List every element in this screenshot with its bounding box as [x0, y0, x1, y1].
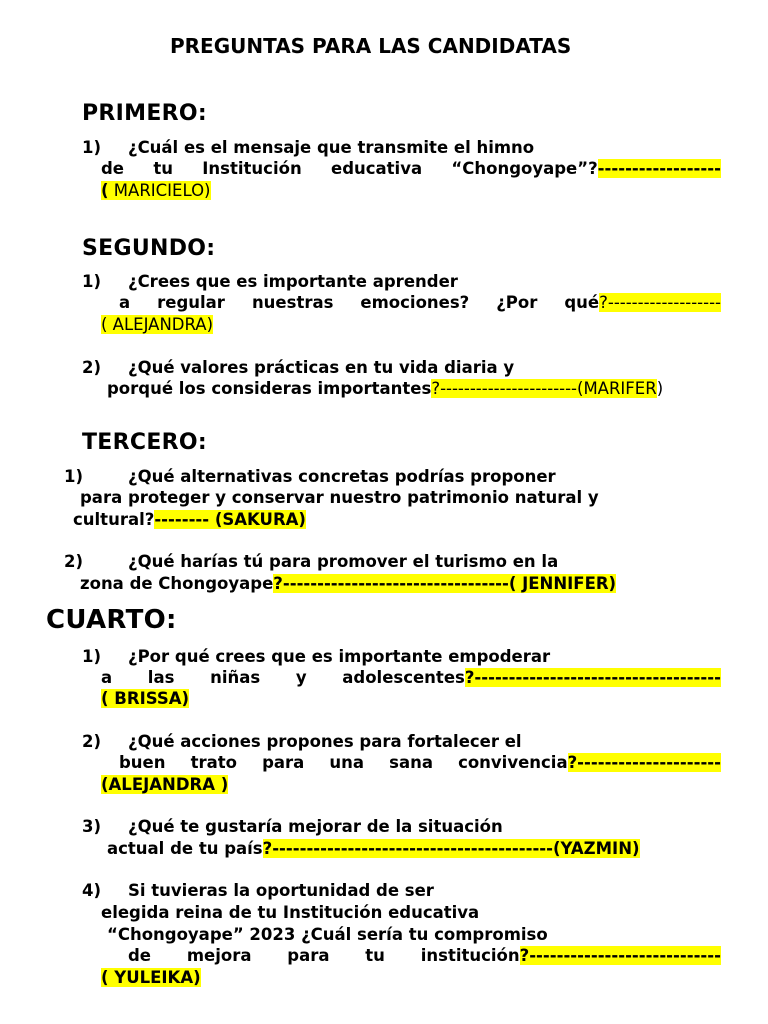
question-number: 4) — [82, 881, 102, 900]
question-line-justified: a las niñas y adolescentes?------------------------------------ — [101, 668, 721, 687]
question-number: 1) — [82, 138, 102, 157]
question-line-justified: a regular nuestras emociones? ¿Por qué?------------------- — [119, 293, 721, 312]
question-line: “Chongoyape” 2023 ¿Cuál sería tu compromiso — [107, 925, 548, 944]
answer-dashes: ?---------------------------- — [519, 946, 721, 965]
candidate-answer: -------- (SAKURA) — [154, 510, 306, 529]
question-line-justified: buen trato para una sana convivencia?--------------------- — [119, 753, 721, 772]
question-text: ¿Crees que es importante aprender — [128, 272, 458, 291]
question-text: ¿Qué te gustaría mejorar de la situación — [128, 817, 503, 836]
question-number: 3) — [82, 817, 102, 836]
candidate-answer: ?-----------------------(MARIFER — [431, 379, 657, 398]
question-number: 2) — [82, 732, 102, 751]
candidate-answer: ?---------------------------------( JENNIFER) — [273, 574, 617, 593]
section-heading-primero: PRIMERO: — [82, 101, 208, 126]
answer-dashes: ------------------ — [597, 159, 721, 178]
section-heading-tercero: TERCERO: — [82, 430, 207, 455]
question-line: para proteger y conservar nuestro patrimonio natural y — [80, 488, 599, 507]
question-line-justified: de mejora para tu institución?---------------------------- — [128, 946, 721, 965]
page-title: PREGUNTAS PARA LAS CANDIDATAS — [170, 34, 572, 58]
question-line: elegida reina de tu Institución educativa — [101, 903, 480, 922]
question-number: 1) — [82, 647, 102, 666]
question-text: ¿Qué acciones propones para fortalecer el — [128, 732, 522, 751]
question-line: actual de tu país?-----------------------------------------(YAZMIN) — [107, 839, 640, 858]
question-number: 1) — [64, 467, 84, 486]
question-line: cultural?-------- (SAKURA) — [73, 510, 306, 529]
answer-dashes: ?--------------------- — [567, 753, 721, 772]
section-heading-cuarto: CUARTO: — [46, 605, 177, 635]
question-text: ¿Qué valores prácticas en tu vida diaria y — [128, 358, 515, 377]
candidate-answer: ( ALEJANDRA) — [101, 315, 214, 334]
candidate-answer: ( BRISSA) — [101, 689, 190, 708]
question-number: 2) — [82, 358, 102, 377]
question-number: 1) — [82, 272, 102, 291]
question-text: ¿Cuál es el mensaje que transmite el himno — [128, 138, 535, 157]
section-heading-segundo: SEGUNDO: — [82, 236, 216, 261]
question-text: ¿Por qué crees que es importante empoderar — [128, 647, 551, 666]
candidate-answer: (ALEJANDRA ) — [101, 775, 229, 794]
question-text: Si tuvieras la oportunidad de ser — [128, 881, 434, 900]
question-line: zona de Chongoyape?---------------------------------( JENNIFER) — [80, 574, 617, 593]
candidate-answer: ( MARICIELO) — [101, 181, 211, 200]
question-text: ¿Qué harías tú para promover el turismo en la — [128, 552, 559, 571]
candidate-answer: ( YULEIKA) — [101, 968, 201, 987]
question-line-justified: de tu Institución educativa “Chongoyape”?------------------ — [101, 159, 721, 178]
question-number: 2) — [64, 552, 84, 571]
candidate-answer: ?-----------------------------------------(YAZMIN) — [262, 839, 640, 858]
question-text: ¿Qué alternativas concretas podrías proponer — [128, 467, 556, 486]
answer-dashes: ?------------------- — [599, 293, 721, 312]
question-line: porqué los consideras importantes?-----------------------(MARIFER) — [107, 379, 664, 398]
answer-dashes: ?------------------------------------ — [464, 668, 721, 687]
